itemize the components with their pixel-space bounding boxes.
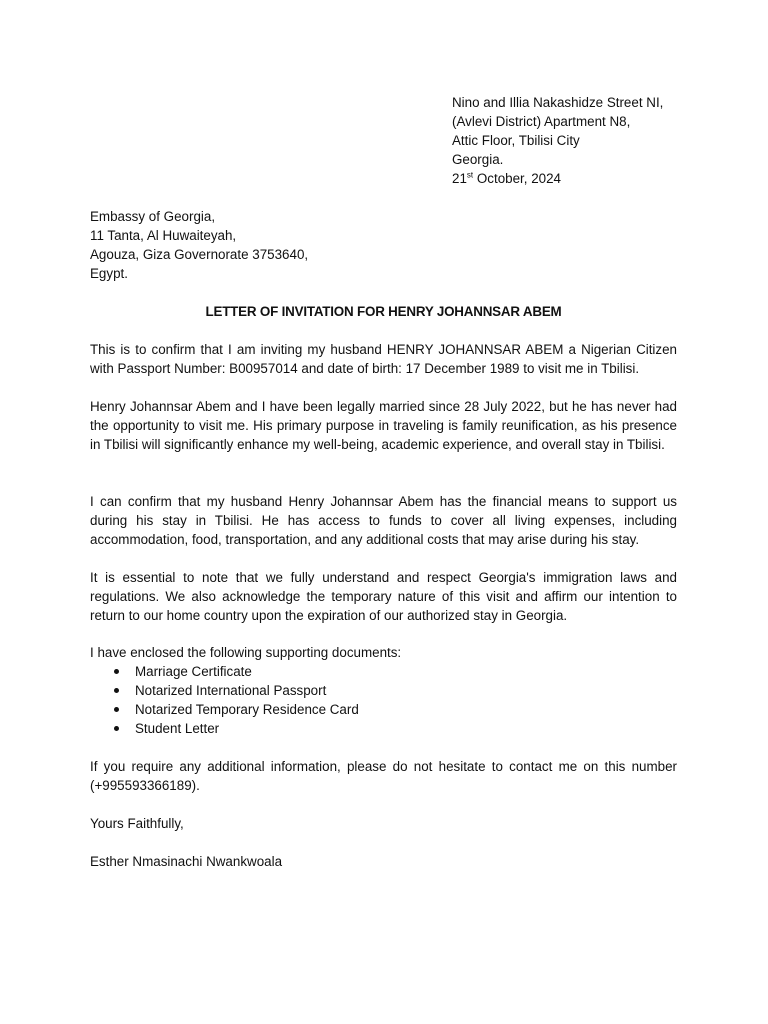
bullet-icon [114, 726, 119, 731]
list-item [90, 681, 590, 700]
recipient-address-line: Embassy of Georgia, [90, 209, 216, 224]
supporting-documents-list [90, 662, 590, 738]
paragraph-immigration: It is essential to note that we fully understand and respect Georgia's immigration laws and regulations. We also acknowledge the temporary nature of this visit and affirm our intention to return to our home country upon the expiration of our authorized stay in Georgia. [90, 570, 677, 623]
sender-address-line: (Avlevi District) Apartment N8, [452, 114, 631, 129]
sender-address-line: Attic Floor, Tbilisi City [452, 133, 580, 148]
bullet-icon [114, 688, 119, 693]
bullet-icon [114, 707, 119, 712]
closing-salutation: Yours Faithfully, [90, 816, 184, 831]
sender-address-block [452, 93, 752, 188]
document-name: Student Letter [135, 721, 220, 736]
date-month-year: October, 2024 [473, 171, 561, 186]
signature-name: Esther Nmasinachi Nwankwoala [90, 854, 283, 869]
recipient-address-block [90, 207, 490, 283]
list-item [90, 700, 590, 719]
paragraph-financial: I can confirm that my husband Henry Johannsar Abem has the financial means to support us during his stay in Tbilisi. He has access to funds to cover all living expenses, including accommodation, food, transportation, and any additional costs that may arise during his stay. [90, 494, 677, 547]
sender-address-line: Nino and Illia Nakashidze Street NI, [452, 95, 664, 110]
paragraph-enclosed-intro: I have enclosed the following supporting documents: [90, 645, 402, 660]
recipient-address-line: Egypt. [90, 266, 128, 281]
bullet-icon [114, 669, 119, 674]
recipient-address-line: 11 Tanta, Al Huwaiteyah, [90, 228, 237, 243]
paragraph-confirmation: This is to confirm that I am inviting my husband HENRY JOHANNSAR ABEM a Nigerian Citizen with Passport Number: B00957014 and date of birth: 17 December 1989 to visit me in Tbilisi. [90, 342, 677, 376]
document-name: Marriage Certificate [135, 664, 252, 679]
document-name: Notarized Temporary Residence Card [135, 702, 359, 717]
paragraph-marriage: Henry Johannsar Abem and I have been legally married since 28 July 2022, but he has never had the opportunity to visit me. His primary purpose in traveling is family reunification, as his presence in Tbilisi will significantly enhance my well-being, academic experience, and overall stay in Tbilisi. [90, 399, 677, 452]
paragraph-contact: If you require any additional information, please do not hesitate to contact me on this number (+995593366189). [90, 759, 677, 793]
document-name: Notarized International Passport [135, 683, 327, 698]
recipient-address-line: Agouza, Giza Governorate 3753640, [90, 247, 309, 262]
list-item [90, 662, 590, 681]
date-day: 21 [452, 171, 467, 186]
list-item [90, 719, 590, 738]
date-ordinal-suffix: st [466, 170, 474, 180]
letter-title: LETTER OF INVITATION FOR HENRY JOHANNSAR ABEM [205, 304, 562, 319]
letter-date [452, 169, 752, 188]
sender-address-line: Georgia. [452, 152, 504, 167]
